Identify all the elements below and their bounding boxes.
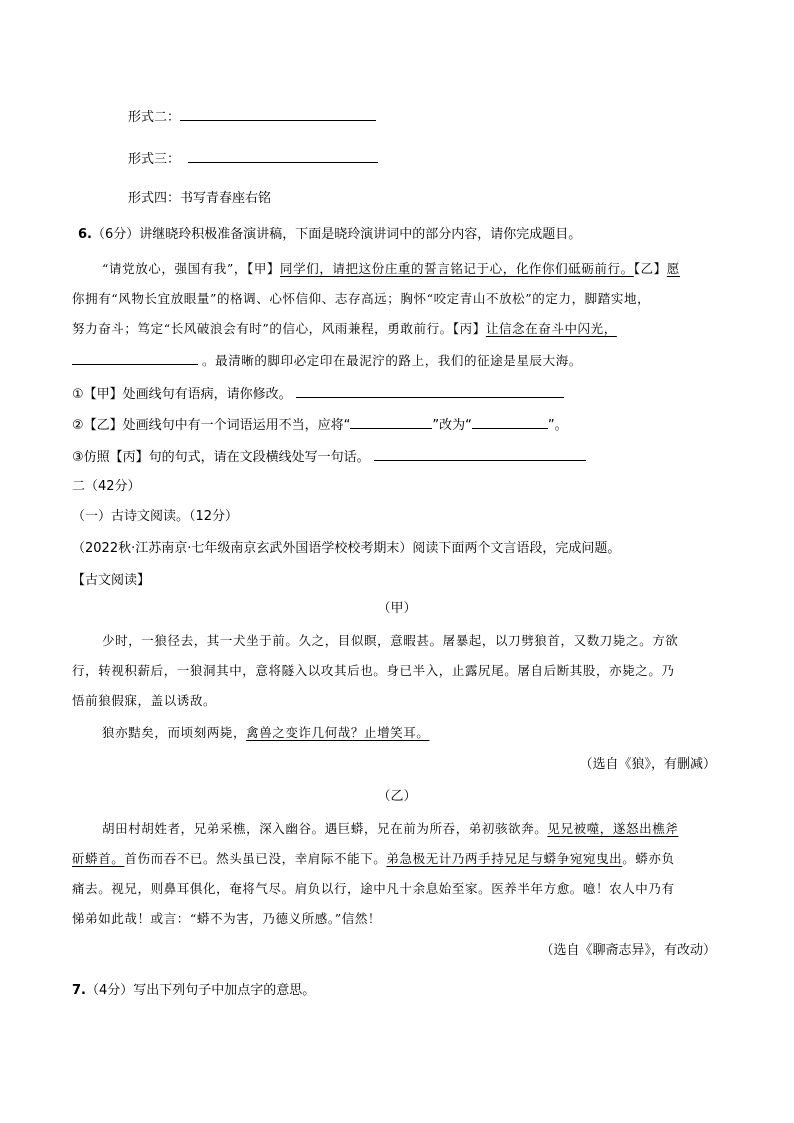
jia-label: （甲） [377,601,417,616]
q6-para-line-3 [72,320,617,338]
q6-para-1a: “请党放心，强国有我”，【甲】 [102,261,281,276]
section2-header: 【古文阅读】 [72,573,151,588]
q6-sub1-blank[interactable] [296,383,564,398]
q7-stem [72,982,315,1000]
form4-text: 形式四：书写青春座右铭 [128,191,272,206]
q6-number: 6. [78,227,92,242]
q6-sub2-a: ②【乙】处画线句中有一个词语运用不当，应将“ [72,418,351,433]
q6-sub2-b: ”改为“ [432,418,472,433]
section2-title: 二（42分） [72,479,141,494]
q6-para-3a: 努力奋斗；笃定“长风破浪会有时”的信心，风雨兼程，勇敢前行。【丙】 [72,321,486,336]
yi-label: （乙） [377,789,417,804]
q6-stem-text: （6分）讲继晓玲积极准备演讲稿，下面是晓玲演讲词中的部分内容，请你完成题目。 [91,227,582,242]
q6-bing-sentence: 让信念在奋斗中闪光， [485,321,617,336]
jia-source: （选自《狼》，有删减） [579,757,716,772]
q6-jia-sentence: 同学们，请把这份庄重的誓言铭记于心，化作你们砥砺前行。 [280,261,634,276]
jia-line-4a: 狼亦黠矣，而顷刻两毙， [102,725,247,740]
form3-blank[interactable] [188,148,378,163]
yi-line-2b: 首伤而吞不已。然头虽已没，幸肩际不能下。 [124,851,387,866]
q7-number: 7. [72,983,86,998]
q6-para-line-2: 你拥有“风物长宜放眼量”的格调、心怀信仰、志存高远；胸怀“咬定青山不放松”的定力，脚踏实地， [72,291,651,306]
yi-line-1a: 胡田村胡姓者，兄弟采樵，深入幽谷。遇巨蟒，兄在前为所吞，弟初骇欲奔。 [102,821,548,836]
jia-line-1: 少时，一狼径去，其一犬坐于前。久之，目似瞑，意暇甚。屠暴起，以刀劈狼首，又数刀毙之。方欲 [102,633,679,648]
yi-line-1 [102,820,678,838]
yi-line-4: 悌弟如此哉！或言：“蟒不为害，乃德义所感。”信然！ [72,911,382,926]
q6-sub2 [72,414,568,435]
jia-line-3: 悟前狼假寐，盖以诱敌。 [72,693,217,708]
yi-line-2 [72,850,675,868]
q6-sub3 [72,446,586,467]
yi-underlined-1: 见兄被噬，遂怒出樵斧 [547,821,679,836]
q6-sub2-blank-2[interactable] [472,414,548,429]
q6-sub2-c: ”。 [547,418,568,433]
q6-para-line-1 [102,260,680,278]
q6-sub3-text: ③仿照【丙】句的句式，请在文段横线处写一句话。 [72,450,370,465]
q6-sub2-blank-1[interactable] [350,414,432,429]
q6-para-1d: 愿 [666,261,680,276]
yi-underlined-2: 弟急极无计乃两手持兄足与蟒争宛宛曳出 [386,851,623,866]
yi-line-2d: 。蟒亦负 [622,851,675,866]
q6-stem [78,226,581,244]
yi-underlined-1-cont: 斫蟒首。 [72,851,125,866]
q6-yi-marker: 【乙】 [633,261,667,276]
yi-line-3: 痛去。视兄，则鼻耳俱化，奄将气尽。肩负以行，途中凡十余息始至家。医养半年方愈。噫！农人中乃有 [72,881,675,896]
form2-row [128,106,376,127]
jia-line-2: 行，转视积薪后，一狼洞其中，意将隧入以攻其后也。身已半入，止露尻尾。屠自后断其股，亦毙之。乃 [72,663,675,678]
section2-part1: （一）古诗文阅读。（12分） [72,509,239,524]
form3-label: 形式三： [128,152,181,167]
form3-row [128,148,378,169]
section2-source: （2022秋·江苏南京·七年级南京玄武外国语学校校考期末）阅读下面两个文言语段，完成问题。 [72,541,621,556]
form2-label: 形式二： [128,110,181,125]
form2-blank[interactable] [180,106,376,121]
q7-stem-text: （4分）写出下列句子中加点字的意思。 [85,983,316,998]
q6-para-4: 。最清晰的脚印必定印在最泥泞的路上，我们的征途是星辰大海。 [202,353,582,368]
q6-para-line-4 [72,350,582,370]
q6-imitation-blank[interactable] [72,350,198,365]
q6-sub3-blank[interactable] [374,446,586,461]
yi-source: （选自《聊斋志异》，有改动） [540,943,716,958]
jia-underlined-sentence: 禽兽之变诈几何哉？止增笑耳。 [246,725,430,740]
jia-line-4 [102,724,430,742]
q6-sub1-text: ①【甲】处画线句有语病，请你修改。 [72,387,292,402]
q6-sub1 [72,383,564,404]
